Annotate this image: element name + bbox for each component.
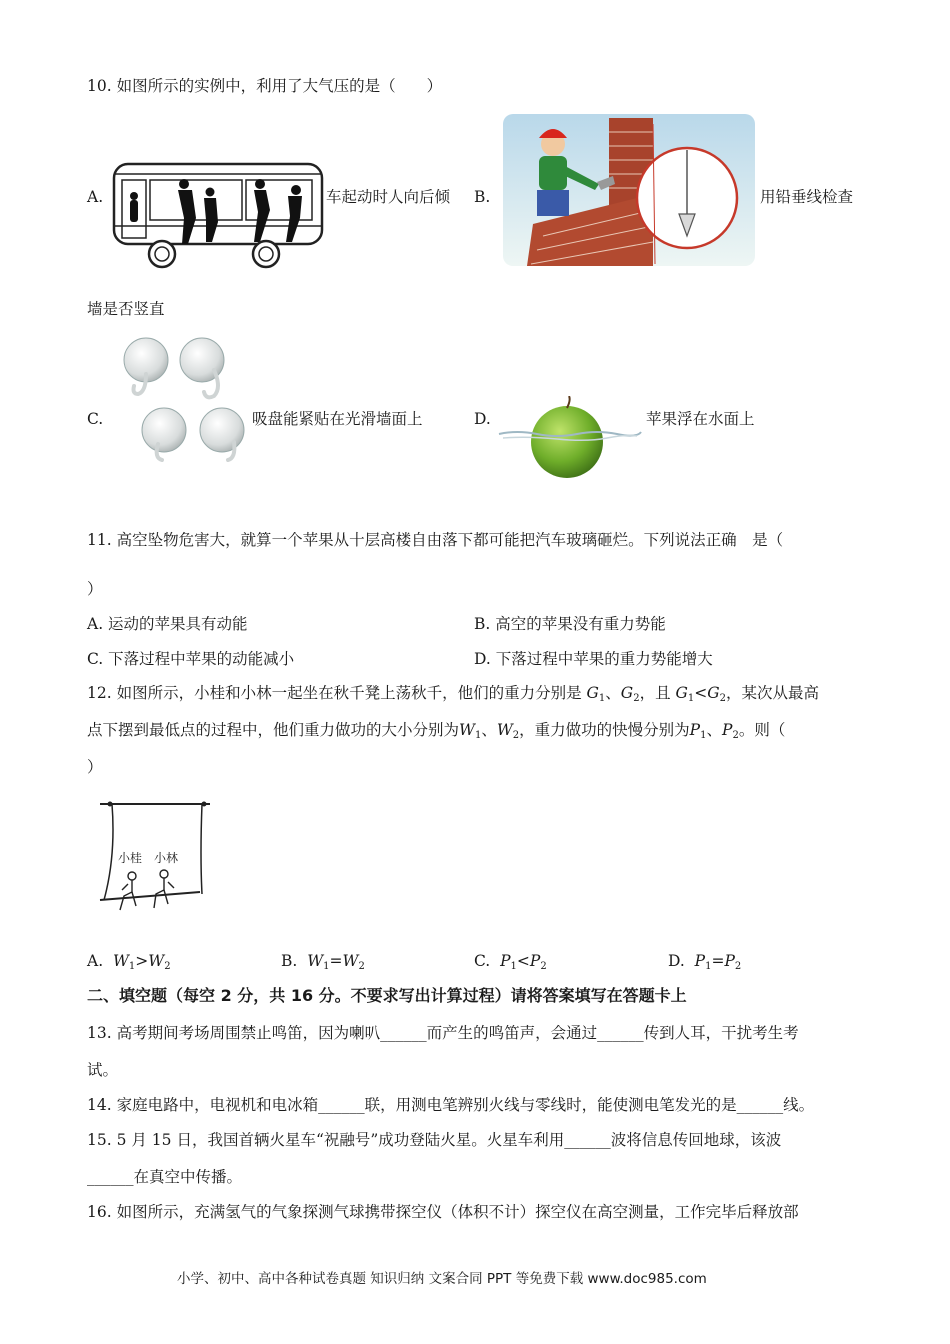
q12-line-2: 点下摆到最低点的过程中，他们重力做功的大小分别为$W_1$、$W_2$，重力做功的快慢分别为$P_1$、$P_2$。则（ <box>87 721 786 741</box>
q10-option-b-label: B. <box>474 188 491 206</box>
suction-cups-illustration <box>118 334 250 466</box>
swing-illustration <box>96 796 214 916</box>
q11-option-a: A. 运动的苹果具有动能 <box>87 615 248 633</box>
q11-option-b: B. 高空的苹果没有重力势能 <box>474 615 666 633</box>
q12-option-c: C. $P_1<P_2$ <box>474 952 547 972</box>
swing-label-xiaolin: 小林 <box>154 851 179 865</box>
q12-option-b: B. $W_1=W_2$ <box>281 952 365 972</box>
q11-option-d: D. 下落过程中苹果的重力势能增大 <box>474 650 713 668</box>
swing-label-xiaogui: 小桂 <box>118 851 143 865</box>
section-2-title: 二、填空题（每空 2 分，共 16 分。不要求写出计算过程）请将答案填写在答题卡上 <box>87 986 687 1005</box>
q13-line-2: 试。 <box>87 1061 119 1079</box>
q11-option-c: C. 下落过程中苹果的动能减小 <box>87 650 295 668</box>
q16-line-1: 16. 如图所示，充满氢气的气象探测气球携带探空仪（体积不计）探空仪在高空测量，工作完毕后释放部 <box>87 1203 799 1221</box>
plumb-line-illustration <box>503 114 755 266</box>
q14-line-1: 14. 家庭电路中，电视机和电冰箱______联，用测电笔辨别火线与零线时，能使测电笔发光的是______线。 <box>87 1096 815 1114</box>
q10-option-b-text-cont: 墙是否竖直 <box>87 300 165 318</box>
q10-stem: 10. 如图所示的实例中，利用了大气压的是（ ） <box>87 77 443 95</box>
q10-option-a-text: 车起动时人向后倾 <box>326 188 451 206</box>
page-footer: 小学、初中、高中各种试卷真题 知识归纳 文案合同 PPT 等免费下载 www.doc985.com <box>177 1271 707 1287</box>
q10-option-a-label: A. <box>87 188 104 206</box>
q12-option-d: D. $P_1=P_2$ <box>668 952 742 972</box>
q10-option-c-label: C. <box>87 410 104 428</box>
q10-option-c-text: 吸盘能紧贴在光滑墙面上 <box>252 410 423 428</box>
q10-option-d-text: 苹果浮在水面上 <box>646 410 755 428</box>
q11-stem-cont: ） <box>87 580 103 598</box>
q12-option-a: A. $W_1>W_2$ <box>87 952 171 972</box>
q10-option-b-text: 用铅垂线检查 <box>760 188 854 206</box>
q15-line-1: 15. 5 月 15 日，我国首辆火星车“祝融号”成功登陆火星。火星车利用______波将信息传回地球，该波 <box>87 1131 782 1149</box>
q12-line-3: ） <box>87 758 103 776</box>
q12-line-1: 12. 如图所示，小桂和小林一起坐在秋千凳上荡秋千，他们的重力分别是 $G_1$、$G_2$，且 $G_1<G_2$，某次从最高 <box>87 684 820 704</box>
q11-stem: 11. 高空坠物危害大，就算一个苹果从十层高楼自由落下都可能把汽车玻璃砸烂。下列说法正确 是（ <box>87 531 784 549</box>
bus-illustration <box>110 160 326 272</box>
floating-apple-illustration <box>497 396 643 480</box>
q10-option-d-label: D. <box>474 410 491 428</box>
q13-line-1: 13. 高考期间考场周围禁止鸣笛，因为喇叭______而产生的鸣笛声，会通过______传到人耳，干扰考生考 <box>87 1024 799 1042</box>
q15-line-2: ______在真空中传播。 <box>87 1168 243 1186</box>
